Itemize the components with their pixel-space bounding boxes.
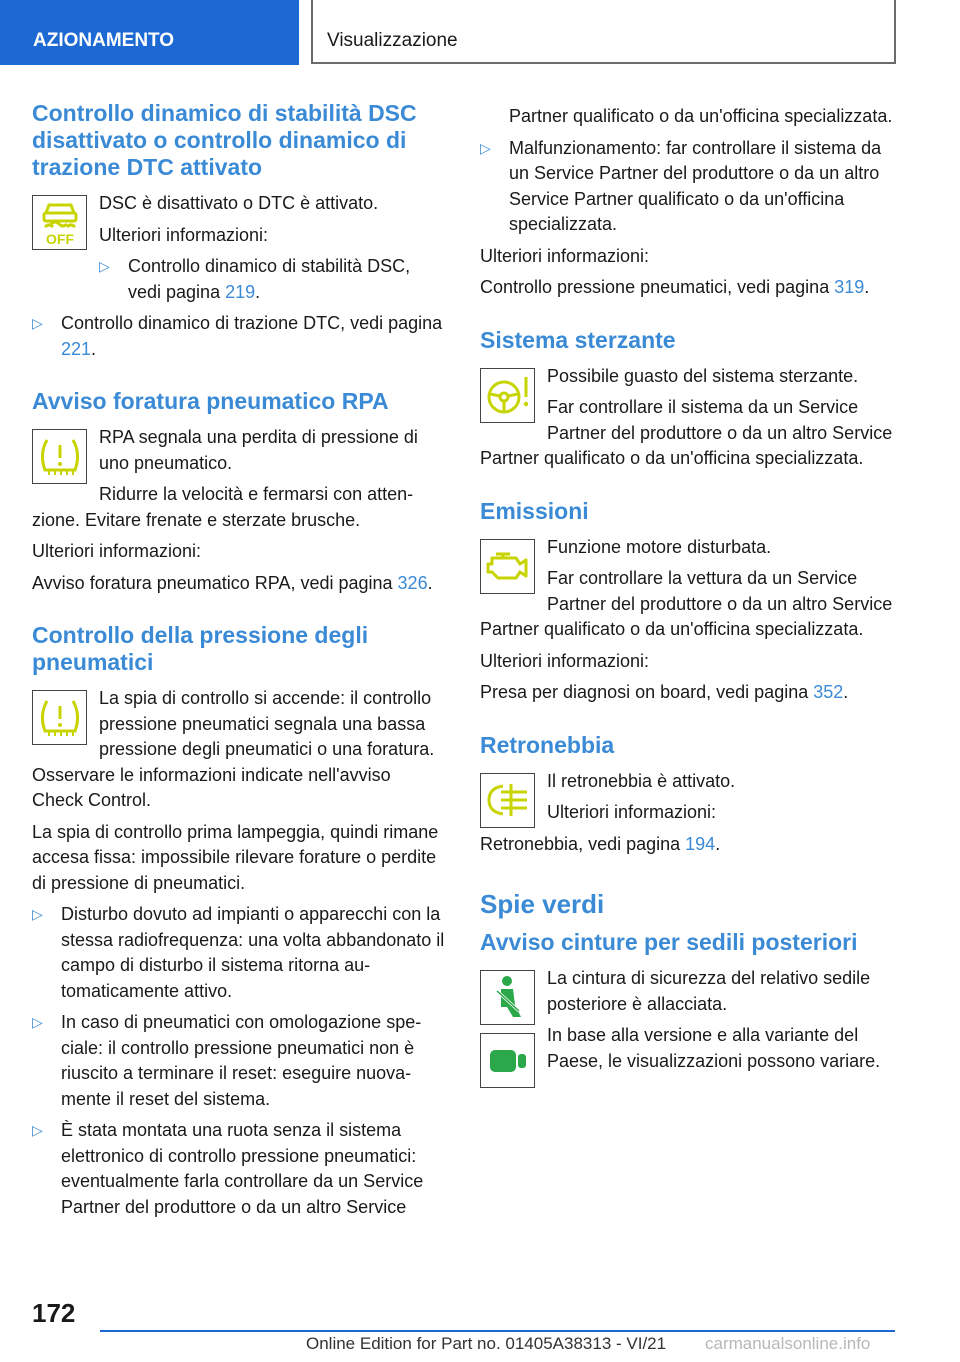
footer-divider bbox=[100, 1330, 895, 1332]
svg-text:OFF: OFF bbox=[45, 230, 74, 247]
list-item: ▷ Controllo dinamico di stabilità DSC, vedi pagina 219. bbox=[99, 256, 411, 302]
tpm-bullet-continued: Partner qualificato o da un'officina specializzata. bbox=[509, 106, 893, 126]
tire-pressure-warning-icon bbox=[32, 690, 87, 745]
tpm-info-label: Ulteriori informazioni: bbox=[480, 245, 650, 266]
seat-status-icon bbox=[480, 1033, 535, 1088]
list-item: ▷ Controllo dinamico di trazione DTC, vedi pagina 221. bbox=[32, 313, 443, 359]
fog-reference: Retronebbia, vedi pagina 194. bbox=[480, 833, 721, 854]
rpa-reference: Avviso foratura pneumatico RPA, vedi pagina 326. bbox=[32, 572, 433, 593]
section-rpa bbox=[32, 388, 445, 596]
rpa-text-1: RPA segnala una perdita di pressione di uno pneumatico. bbox=[99, 427, 418, 473]
section-tpm-continued bbox=[480, 104, 893, 301]
section-rear-fog bbox=[480, 732, 893, 864]
dsc-info-label: Ulteriori informazioni: bbox=[99, 224, 269, 245]
list-item: ▷ Malfunzionamento: far controllare il sistema da un Service Partner del produttore o da un altro Service Partner qualificato o da un'officina specializzata. bbox=[480, 137, 882, 234]
seatbelt-text-2: In base alla versione e alla variante del Paese, le visualizzazioni possono variare. bbox=[547, 1025, 881, 1071]
heading-green-lights: Spie verdi bbox=[480, 889, 605, 919]
steer-text-1: Possibile guasto del sistema sterzante. bbox=[547, 365, 859, 386]
triangle-bullet-icon: ▷ bbox=[480, 139, 491, 156]
tpm-text-1: La spia di controllo si accende: il controllo pressione pneumatici segnala una bassa pressione degli pneumatici o una foratura. Osservare le informazioni indicate nell'avviso Check Control. bbox=[32, 688, 435, 810]
section-dsc bbox=[32, 100, 445, 362]
list-item: ▷ In caso di pneumatici con omologazione speciale: il controllo pressione pneumatici non è riuscito a terminare il reset: eseguire nuovamente il reset del sistema. bbox=[32, 1012, 422, 1109]
right-column bbox=[480, 104, 893, 1100]
dsc-status-text: DSC è disattivato o DTC è attivato. bbox=[99, 193, 379, 213]
steer-text-2: Far controllare il sistema da un Service Partner del produttore o da un altro Service Partner qualificato o da un'officina specializzata. bbox=[480, 397, 893, 468]
tpm-reference: Controllo pressione pneumatici, vedi pagina 319. bbox=[480, 277, 870, 297]
heading-emissions: Emissioni bbox=[480, 497, 589, 524]
emis-reference: Presa per diagnosi on board, vedi pagina 352. bbox=[480, 682, 849, 702]
heading-steering: Sistema sterzante bbox=[480, 326, 676, 353]
rpa-info-label: Ulteriori informazioni: bbox=[32, 541, 202, 561]
page-link[interactable]: 326 bbox=[397, 572, 428, 593]
emis-info-label: Ulteriori informazioni: bbox=[480, 650, 650, 671]
tire-pressure-warning-icon bbox=[32, 429, 87, 484]
seatbelt-text-1: La cintura di sicurezza del relativo sedile posteriore è allacciata. bbox=[547, 968, 871, 1014]
list-item: ▷ È stata montata una ruota senza il sistema elettronico di controllo pressione pneumatici: eventualmente farla controllare da un Service Partner del produttore o da un altro Service bbox=[32, 1120, 424, 1217]
triangle-bullet-icon: ▷ bbox=[99, 258, 110, 274]
seatbelt-icon bbox=[480, 970, 535, 1025]
engine-check-icon bbox=[480, 539, 535, 594]
triangle-bullet-icon: ▷ bbox=[32, 1014, 43, 1030]
triangle-bullet-icon: ▷ bbox=[32, 315, 43, 331]
heading-dsc: Controllo dinamico di stabilità DSC disattivato o controllo dinamico di trazione DTC attivato bbox=[32, 100, 417, 180]
section-steering bbox=[480, 327, 893, 472]
dsc-off-icon bbox=[32, 195, 87, 250]
tpm-text-2: La spia di controllo prima lampeggia, quindi rimane accesa fissa: impossibile rilevare forature o perdite di pressione di pneumatici. bbox=[32, 821, 439, 893]
page-link[interactable]: 352 bbox=[813, 682, 844, 702]
emis-text-2: Far controllare la vettura da un Service Partner del produttore o da un altro Service Partner qualificato o da un'officina specializzata. bbox=[480, 568, 893, 639]
heading-seatbelt: Avviso cinture per sedili posteriori bbox=[480, 929, 858, 955]
fog-info-label: Ulteriori informazioni: bbox=[547, 802, 717, 822]
emis-text-1: Funzione motore disturbata. bbox=[547, 536, 772, 557]
rpa-text-2: Ridurre la velocità e fermarsi con attenzione. Evitare frenate e sterzate brusche. bbox=[32, 484, 414, 530]
fog-text-1: Il retronebbia è attivato. bbox=[547, 770, 736, 791]
left-column bbox=[32, 100, 445, 1246]
watermark: carmanualsonline.info bbox=[705, 1334, 871, 1353]
steering-warning-icon bbox=[480, 368, 535, 423]
page-link[interactable]: 219 bbox=[225, 281, 256, 302]
triangle-bullet-icon: ▷ bbox=[32, 906, 43, 922]
list-item: ▷ Disturbo dovuto ad impianti o apparecchi con la stessa radiofrequenza: una volta abbandonato il campo di disturbo il sistema ritorna automaticamente attivo. bbox=[32, 904, 445, 1001]
page-number: 172 bbox=[32, 1298, 76, 1328]
heading-rear-fog: Retronebbia bbox=[480, 731, 615, 758]
page-link[interactable]: 194 bbox=[685, 833, 716, 854]
section-green-lights bbox=[480, 889, 893, 1074]
section-emissions bbox=[480, 498, 893, 706]
footer-edition: Online Edition for Part no. 01405A38313 - VI/21 bbox=[306, 1334, 667, 1353]
heading-tire-pressure: Controllo della pressione degli pneumatici bbox=[32, 622, 369, 675]
page-link[interactable]: 319 bbox=[834, 277, 865, 297]
heading-rpa: Avviso foratura pneumatico RPA bbox=[32, 388, 389, 414]
page-link[interactable]: 221 bbox=[61, 338, 92, 359]
section-tab: AZIONAMENTO bbox=[0, 0, 299, 65]
chapter-title: Visualizzazione bbox=[311, 0, 896, 64]
section-tire-pressure bbox=[32, 622, 445, 1220]
rear-fog-icon bbox=[480, 773, 535, 828]
triangle-bullet-icon: ▷ bbox=[32, 1122, 43, 1138]
